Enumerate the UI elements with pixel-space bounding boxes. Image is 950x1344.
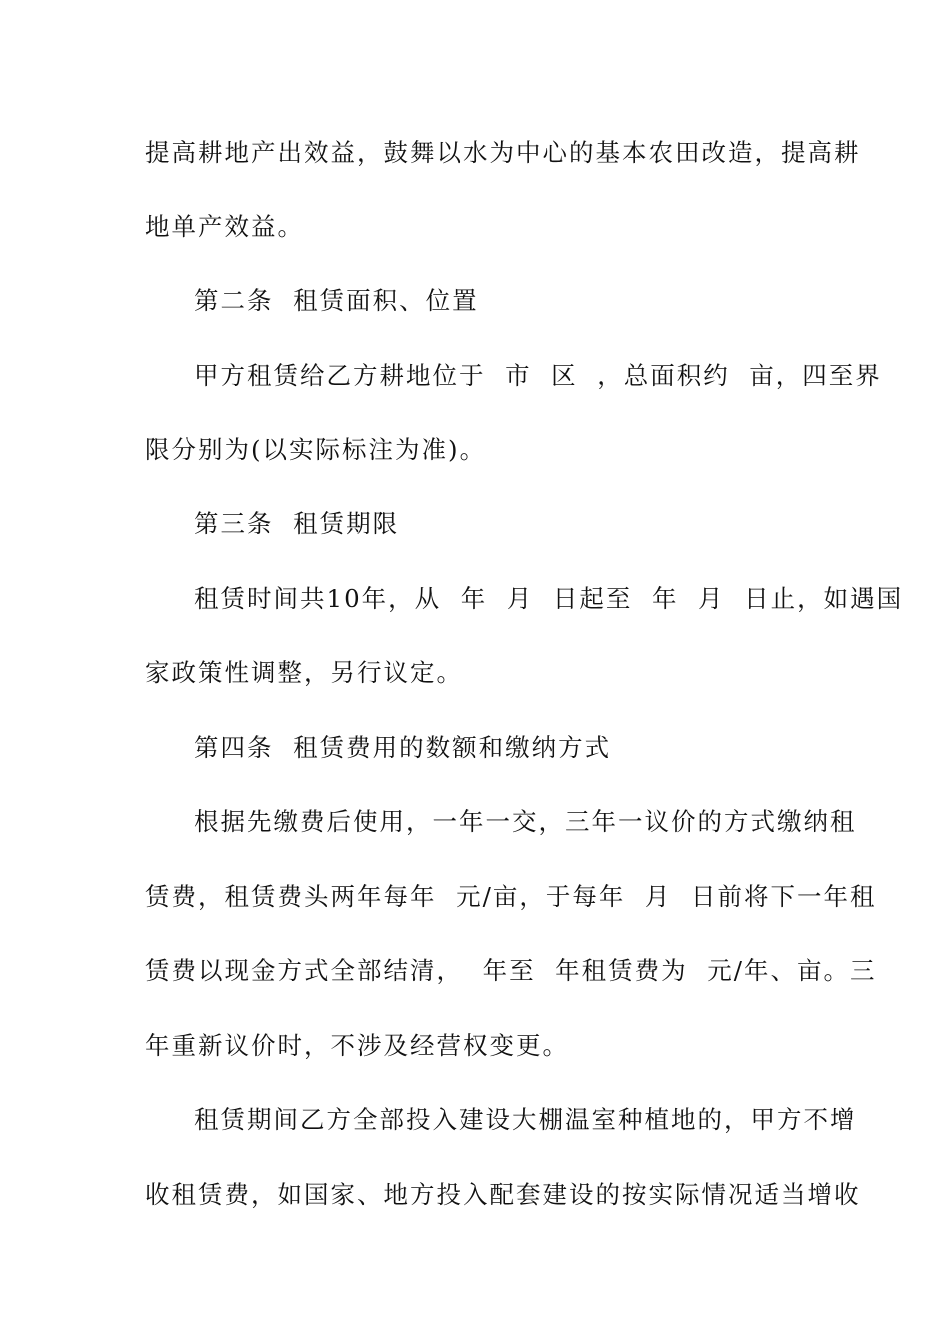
paragraph-line: 家政策性调整，另行议定。 bbox=[145, 658, 463, 687]
paragraph-line: 限分别为(以实际标注为准)。 bbox=[145, 435, 487, 464]
paragraph-line: 收租赁费，如国家、地方投入配套建设的按实际情况适当增收 bbox=[145, 1180, 861, 1209]
paragraph-line: 根据先缴费后使用，一年一交，三年一议价的方式缴纳租 bbox=[194, 807, 857, 836]
paragraph-line: 租赁时间共10年，从 年 月 日起至 年 月 日止，如遇国 bbox=[194, 584, 904, 613]
article-heading: 第三条 租赁期限 bbox=[194, 509, 400, 538]
paragraph-line: 赁费以现金方式全部结清， 年至 年租赁费为 元/年、亩。三 bbox=[145, 956, 877, 985]
article-heading: 第四条 租赁费用的数额和缴纳方式 bbox=[194, 733, 612, 762]
paragraph-line: 提高耕地产出效益，鼓舞以水为中心的基本农田改造，提高耕 bbox=[145, 138, 861, 167]
paragraph-line: 赁费，租赁费头两年每年 元/亩，于每年 月 日前将下一年租 bbox=[145, 882, 877, 911]
paragraph-line: 租赁期间乙方全部投入建设大棚温室种植地的，甲方不增 bbox=[194, 1105, 857, 1134]
paragraph-line: 地单产效益。 bbox=[145, 212, 304, 241]
article-heading: 第二条 租赁面积、位置 bbox=[194, 286, 479, 315]
paragraph-line: 甲方租赁给乙方耕地位于 市 区 ，总面积约 亩，四至界 bbox=[194, 361, 882, 390]
paragraph-line: 年重新议价时，不涉及经营权变更。 bbox=[145, 1031, 569, 1060]
